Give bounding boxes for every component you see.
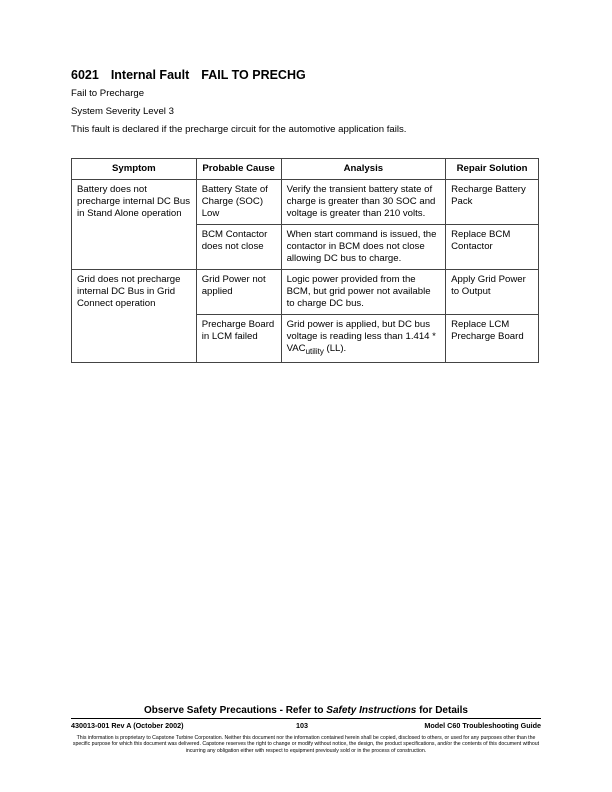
header-analysis: Analysis (281, 159, 446, 180)
page-number: 103 (296, 721, 308, 730)
safety-notice-pre: Observe Safety Precautions - Refer to (143, 705, 327, 716)
document-number: 430013-001 Rev A (October 2002) (71, 721, 184, 730)
safety-instructions-ref: Safety Instructions (326, 705, 417, 716)
guide-title: Model C60 Troubleshooting Guide (424, 721, 541, 730)
table-row (72, 180, 539, 225)
cause-cell: Battery State of Charge (SOC) Low (196, 180, 281, 225)
analysis-cell: Verify the transient battery state of charge is greater than 30 SOC and voltage is greater than 210 volts. (281, 180, 446, 225)
fault-code: 6021 (71, 68, 99, 82)
fault-declaration: This fault is declared if the precharge circuit for the automotive application fails. (71, 124, 407, 135)
proprietary-disclaimer: This information is proprietary to Capstone Turbine Corporation. Neither this document nor the information contained herein shall be copied, disclosed to others, or used for any purposes other than the specific purpose for which this document was delivered. Capstone reserves the right to change or modify without notice, the design, the product specifications, and/or the contents of this document without incurring any obligation either with respect to equipment previously sold or in the process of construction. (72, 735, 540, 754)
repair-cell: Apply Grid Power to Output (446, 270, 539, 315)
header-probable-cause: Probable Cause (196, 159, 281, 180)
analysis-text-end: (LL). (323, 343, 347, 354)
header-repair-solution: Repair Solution (446, 159, 539, 180)
analysis-subscript: utility (305, 346, 324, 356)
repair-cell: Replace BCM Contactor (446, 225, 539, 270)
safety-notice-post: for Details (416, 705, 468, 716)
fault-category: Internal Fault (110, 68, 190, 82)
severity-level: System Severity Level 3 (71, 106, 174, 117)
fault-description: Fail to Precharge (71, 88, 145, 99)
header-symptom: Symptom (72, 159, 197, 180)
cause-cell: BCM Contactor does not close (196, 225, 281, 270)
cause-cell: Grid Power not applied (196, 270, 281, 315)
analysis-cell (281, 315, 446, 363)
repair-cell: Replace LCM Precharge Board (446, 315, 539, 363)
symptom-cell: Grid does not precharge internal DC Bus in Grid Connect operation (72, 270, 197, 363)
table-header-row (72, 159, 539, 180)
cause-cell: Precharge Board in LCM failed (196, 315, 281, 363)
repair-cell: Recharge Battery Pack (446, 180, 539, 225)
safety-notice (0, 705, 612, 716)
table-row (72, 270, 539, 315)
analysis-cell: When start command is issued, the contactor in BCM does not close allowing DC bus to charge. (281, 225, 446, 270)
analysis-cell: Logic power provided from the BCM, but grid power not available to charge DC bus. (281, 270, 446, 315)
troubleshooting-table (71, 158, 539, 363)
footer-divider (71, 718, 541, 719)
symptom-cell: Battery does not precharge internal DC Bus in Stand Alone operation (72, 180, 197, 270)
fault-name: FAIL TO PRECHG (201, 68, 306, 82)
fault-heading (71, 68, 306, 82)
analysis-text: Grid power is applied, but DC bus voltage is reading less than 1.414 * VAC (286, 319, 436, 354)
